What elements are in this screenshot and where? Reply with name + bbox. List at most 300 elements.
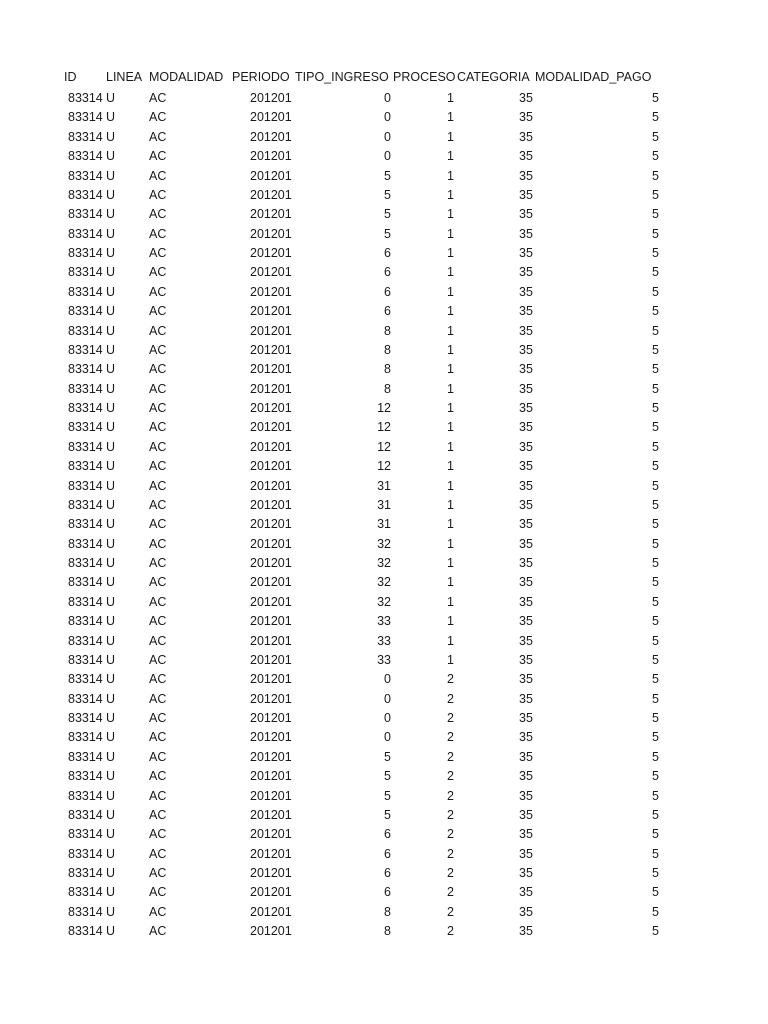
table-row <box>0 418 768 437</box>
cell-categoria: 35 <box>519 110 533 125</box>
header-proceso: PROCESO <box>393 70 456 84</box>
cell-modalidad: AC <box>149 556 167 570</box>
cell-categoria: 35 <box>519 788 533 803</box>
cell-periodo: 201201 <box>250 91 292 105</box>
cell-categoria: 35 <box>519 362 533 377</box>
header-periodo: PERIODO <box>232 70 290 84</box>
cell-proceso: 1 <box>447 497 454 512</box>
cell-periodo: 201201 <box>250 827 292 842</box>
cell-id: 83314 <box>68 323 103 338</box>
cell-tipo-ingreso: 6 <box>384 866 391 880</box>
cell-tipo-ingreso: 6 <box>384 827 391 842</box>
cell-id: 83314 <box>68 246 103 260</box>
cell-linea: U <box>106 323 116 338</box>
cell-modalidad: AC <box>149 342 167 357</box>
cell-tipo-ingreso: 0 <box>384 711 391 725</box>
cell-proceso: 1 <box>447 265 454 280</box>
cell-periodo: 201201 <box>250 284 292 299</box>
cell-categoria: 35 <box>519 556 533 570</box>
cell-tipo-ingreso: 5 <box>384 749 391 764</box>
cell-periodo: 201201 <box>250 633 292 648</box>
cell-id: 83314 <box>68 342 103 357</box>
cell-periodo: 201201 <box>250 207 292 222</box>
table-row <box>0 283 768 302</box>
cell-modalidad-pago: 5 <box>652 401 659 415</box>
cell-modalidad-pago: 5 <box>652 652 659 667</box>
cell-proceso: 1 <box>447 323 454 338</box>
cell-periodo: 201201 <box>250 866 292 880</box>
cell-modalidad-pago: 5 <box>652 459 659 474</box>
cell-modalidad: AC <box>149 149 167 164</box>
cell-linea: U <box>106 594 116 609</box>
table-body <box>0 89 768 942</box>
cell-proceso: 1 <box>447 207 454 222</box>
cell-linea: U <box>106 633 116 648</box>
cell-id: 83314 <box>68 730 103 745</box>
cell-linea: U <box>106 885 116 900</box>
cell-modalidad: AC <box>149 110 167 125</box>
table-row <box>0 457 768 476</box>
table-row <box>0 767 768 786</box>
cell-modalidad-pago: 5 <box>652 207 659 222</box>
cell-tipo-ingreso: 6 <box>384 246 391 260</box>
cell-proceso: 1 <box>447 129 454 144</box>
cell-periodo: 201201 <box>250 672 292 687</box>
cell-id: 83314 <box>68 885 103 900</box>
cell-categoria: 35 <box>519 691 533 706</box>
cell-modalidad-pago: 5 <box>652 323 659 338</box>
cell-modalidad: AC <box>149 575 167 590</box>
cell-modalidad-pago: 5 <box>652 769 659 784</box>
table-row <box>0 380 768 399</box>
cell-modalidad: AC <box>149 478 167 493</box>
cell-id: 83314 <box>68 91 103 105</box>
table-row <box>0 632 768 651</box>
cell-linea: U <box>106 246 116 260</box>
cell-modalidad-pago: 5 <box>652 342 659 357</box>
cell-tipo-ingreso: 33 <box>377 633 391 648</box>
cell-tipo-ingreso: 8 <box>384 323 391 338</box>
cell-periodo: 201201 <box>250 730 292 745</box>
cell-tipo-ingreso: 32 <box>377 575 391 590</box>
cell-id: 83314 <box>68 420 103 435</box>
cell-proceso: 2 <box>447 711 454 725</box>
cell-periodo: 201201 <box>250 304 292 319</box>
table-row <box>0 225 768 244</box>
table-row <box>0 399 768 418</box>
cell-proceso: 1 <box>447 459 454 474</box>
cell-modalidad-pago: 5 <box>652 304 659 319</box>
cell-linea: U <box>106 304 116 319</box>
cell-tipo-ingreso: 5 <box>384 187 391 202</box>
cell-periodo: 201201 <box>250 362 292 377</box>
cell-proceso: 1 <box>447 401 454 415</box>
cell-proceso: 1 <box>447 91 454 105</box>
table-row <box>0 108 768 127</box>
cell-modalidad: AC <box>149 187 167 202</box>
cell-proceso: 2 <box>447 866 454 880</box>
cell-tipo-ingreso: 0 <box>384 110 391 125</box>
cell-linea: U <box>106 478 116 493</box>
cell-modalidad-pago: 5 <box>652 381 659 396</box>
cell-periodo: 201201 <box>250 246 292 260</box>
cell-categoria: 35 <box>519 846 533 861</box>
cell-id: 83314 <box>68 207 103 222</box>
cell-modalidad: AC <box>149 439 167 454</box>
table-row <box>0 477 768 496</box>
cell-modalidad: AC <box>149 885 167 900</box>
cell-tipo-ingreso: 5 <box>384 807 391 822</box>
cell-modalidad-pago: 5 <box>652 168 659 183</box>
cell-linea: U <box>106 749 116 764</box>
cell-proceso: 2 <box>447 749 454 764</box>
cell-linea: U <box>106 614 116 629</box>
cell-modalidad: AC <box>149 246 167 260</box>
cell-linea: U <box>106 827 116 842</box>
cell-modalidad: AC <box>149 226 167 241</box>
cell-proceso: 1 <box>447 149 454 164</box>
cell-categoria: 35 <box>519 614 533 629</box>
cell-periodo: 201201 <box>250 420 292 435</box>
cell-periodo: 201201 <box>250 226 292 241</box>
cell-categoria: 35 <box>519 652 533 667</box>
cell-linea: U <box>106 420 116 435</box>
cell-tipo-ingreso: 8 <box>384 381 391 396</box>
cell-tipo-ingreso: 6 <box>384 284 391 299</box>
cell-tipo-ingreso: 8 <box>384 904 391 919</box>
cell-modalidad-pago: 5 <box>652 807 659 822</box>
cell-proceso: 1 <box>447 478 454 493</box>
cell-id: 83314 <box>68 497 103 512</box>
cell-categoria: 35 <box>519 284 533 299</box>
cell-periodo: 201201 <box>250 110 292 125</box>
cell-linea: U <box>106 401 116 415</box>
cell-modalidad: AC <box>149 614 167 629</box>
cell-modalidad-pago: 5 <box>652 711 659 725</box>
cell-categoria: 35 <box>519 536 533 551</box>
cell-periodo: 201201 <box>250 769 292 784</box>
cell-categoria: 35 <box>519 420 533 435</box>
cell-linea: U <box>106 652 116 667</box>
cell-linea: U <box>106 691 116 706</box>
table-row <box>0 787 768 806</box>
table-row <box>0 167 768 186</box>
cell-proceso: 2 <box>447 730 454 745</box>
cell-id: 83314 <box>68 362 103 377</box>
cell-proceso: 1 <box>447 304 454 319</box>
table-row <box>0 845 768 864</box>
cell-linea: U <box>106 129 116 144</box>
cell-linea: U <box>106 788 116 803</box>
table-row <box>0 360 768 379</box>
cell-id: 83314 <box>68 149 103 164</box>
cell-periodo: 201201 <box>250 265 292 280</box>
cell-id: 83314 <box>68 226 103 241</box>
cell-modalidad: AC <box>149 924 167 939</box>
table-row <box>0 341 768 360</box>
cell-modalidad: AC <box>149 846 167 861</box>
table-row <box>0 128 768 147</box>
cell-categoria: 35 <box>519 866 533 880</box>
cell-tipo-ingreso: 5 <box>384 168 391 183</box>
cell-id: 83314 <box>68 769 103 784</box>
cell-categoria: 35 <box>519 226 533 241</box>
cell-periodo: 201201 <box>250 497 292 512</box>
cell-modalidad-pago: 5 <box>652 866 659 880</box>
cell-periodo: 201201 <box>250 594 292 609</box>
cell-id: 83314 <box>68 866 103 880</box>
cell-proceso: 1 <box>447 168 454 183</box>
cell-id: 83314 <box>68 652 103 667</box>
cell-categoria: 35 <box>519 459 533 474</box>
cell-categoria: 35 <box>519 323 533 338</box>
cell-id: 83314 <box>68 691 103 706</box>
cell-modalidad-pago: 5 <box>652 556 659 570</box>
table-row <box>0 302 768 321</box>
table-row <box>0 806 768 825</box>
cell-proceso: 1 <box>447 284 454 299</box>
cell-modalidad: AC <box>149 866 167 880</box>
cell-proceso: 1 <box>447 614 454 629</box>
cell-linea: U <box>106 439 116 454</box>
cell-proceso: 2 <box>447 846 454 861</box>
cell-categoria: 35 <box>519 633 533 648</box>
table-row <box>0 593 768 612</box>
cell-categoria: 35 <box>519 439 533 454</box>
cell-linea: U <box>106 110 116 125</box>
cell-id: 83314 <box>68 807 103 822</box>
cell-tipo-ingreso: 12 <box>377 401 391 415</box>
table-row <box>0 515 768 534</box>
cell-proceso: 1 <box>447 594 454 609</box>
cell-periodo: 201201 <box>250 517 292 532</box>
cell-modalidad-pago: 5 <box>652 439 659 454</box>
cell-categoria: 35 <box>519 711 533 725</box>
cell-modalidad-pago: 5 <box>652 420 659 435</box>
cell-id: 83314 <box>68 556 103 570</box>
cell-proceso: 1 <box>447 226 454 241</box>
cell-modalidad-pago: 5 <box>652 246 659 260</box>
cell-modalidad-pago: 5 <box>652 924 659 939</box>
cell-proceso: 2 <box>447 691 454 706</box>
cell-categoria: 35 <box>519 497 533 512</box>
table-row <box>0 670 768 689</box>
cell-proceso: 1 <box>447 575 454 590</box>
cell-periodo: 201201 <box>250 924 292 939</box>
cell-periodo: 201201 <box>250 401 292 415</box>
cell-modalidad-pago: 5 <box>652 614 659 629</box>
cell-categoria: 35 <box>519 672 533 687</box>
cell-categoria: 35 <box>519 517 533 532</box>
cell-modalidad: AC <box>149 401 167 415</box>
cell-modalidad: AC <box>149 207 167 222</box>
cell-proceso: 2 <box>447 885 454 900</box>
cell-modalidad: AC <box>149 769 167 784</box>
cell-linea: U <box>106 924 116 939</box>
cell-id: 83314 <box>68 846 103 861</box>
header-modalidad: MODALIDAD <box>149 70 224 84</box>
cell-categoria: 35 <box>519 575 533 590</box>
cell-periodo: 201201 <box>250 807 292 822</box>
cell-modalidad-pago: 5 <box>652 633 659 648</box>
cell-modalidad-pago: 5 <box>652 478 659 493</box>
cell-periodo: 201201 <box>250 575 292 590</box>
cell-periodo: 201201 <box>250 439 292 454</box>
cell-tipo-ingreso: 32 <box>377 536 391 551</box>
cell-id: 83314 <box>68 168 103 183</box>
cell-periodo: 201201 <box>250 129 292 144</box>
cell-linea: U <box>106 711 116 725</box>
cell-modalidad-pago: 5 <box>652 110 659 125</box>
cell-tipo-ingreso: 31 <box>377 497 391 512</box>
cell-modalidad: AC <box>149 730 167 745</box>
cell-id: 83314 <box>68 517 103 532</box>
cell-linea: U <box>106 91 116 105</box>
cell-modalidad-pago: 5 <box>652 497 659 512</box>
header-id: ID <box>64 70 77 84</box>
cell-linea: U <box>106 187 116 202</box>
cell-periodo: 201201 <box>250 478 292 493</box>
cell-linea: U <box>106 207 116 222</box>
cell-periodo: 201201 <box>250 885 292 900</box>
table-row <box>0 147 768 166</box>
cell-tipo-ingreso: 5 <box>384 226 391 241</box>
cell-modalidad: AC <box>149 517 167 532</box>
table-row <box>0 903 768 922</box>
cell-tipo-ingreso: 0 <box>384 91 391 105</box>
table-row <box>0 554 768 573</box>
cell-tipo-ingreso: 32 <box>377 556 391 570</box>
cell-modalidad: AC <box>149 459 167 474</box>
cell-periodo: 201201 <box>250 691 292 706</box>
cell-periodo: 201201 <box>250 323 292 338</box>
cell-modalidad: AC <box>149 536 167 551</box>
cell-proceso: 1 <box>447 362 454 377</box>
cell-periodo: 201201 <box>250 749 292 764</box>
cell-modalidad: AC <box>149 304 167 319</box>
cell-categoria: 35 <box>519 769 533 784</box>
table-row <box>0 438 768 457</box>
cell-periodo: 201201 <box>250 711 292 725</box>
cell-periodo: 201201 <box>250 846 292 861</box>
table-row <box>0 922 768 941</box>
cell-tipo-ingreso: 8 <box>384 924 391 939</box>
cell-modalidad: AC <box>149 362 167 377</box>
cell-proceso: 2 <box>447 827 454 842</box>
cell-modalidad: AC <box>149 168 167 183</box>
cell-categoria: 35 <box>519 91 533 105</box>
cell-id: 83314 <box>68 110 103 125</box>
cell-tipo-ingreso: 8 <box>384 342 391 357</box>
cell-proceso: 1 <box>447 187 454 202</box>
cell-modalidad: AC <box>149 633 167 648</box>
cell-proceso: 2 <box>447 924 454 939</box>
cell-periodo: 201201 <box>250 536 292 551</box>
cell-tipo-ingreso: 8 <box>384 362 391 377</box>
cell-proceso: 1 <box>447 439 454 454</box>
table-row <box>0 535 768 554</box>
cell-linea: U <box>106 226 116 241</box>
table-row <box>0 89 768 108</box>
cell-modalidad: AC <box>149 381 167 396</box>
cell-tipo-ingreso: 6 <box>384 304 391 319</box>
cell-modalidad-pago: 5 <box>652 594 659 609</box>
cell-modalidad: AC <box>149 323 167 338</box>
cell-proceso: 1 <box>447 110 454 125</box>
cell-id: 83314 <box>68 575 103 590</box>
cell-categoria: 35 <box>519 342 533 357</box>
cell-linea: U <box>106 284 116 299</box>
cell-modalidad-pago: 5 <box>652 129 659 144</box>
cell-modalidad-pago: 5 <box>652 904 659 919</box>
table-row <box>0 690 768 709</box>
cell-id: 83314 <box>68 633 103 648</box>
cell-tipo-ingreso: 5 <box>384 769 391 784</box>
cell-modalidad-pago: 5 <box>652 187 659 202</box>
cell-modalidad-pago: 5 <box>652 672 659 687</box>
cell-linea: U <box>106 807 116 822</box>
cell-modalidad-pago: 5 <box>652 149 659 164</box>
cell-modalidad: AC <box>149 284 167 299</box>
cell-id: 83314 <box>68 187 103 202</box>
cell-periodo: 201201 <box>250 149 292 164</box>
cell-modalidad: AC <box>149 497 167 512</box>
cell-categoria: 35 <box>519 149 533 164</box>
cell-id: 83314 <box>68 401 103 415</box>
table-row <box>0 709 768 728</box>
cell-tipo-ingreso: 0 <box>384 129 391 144</box>
cell-categoria: 35 <box>519 594 533 609</box>
cell-categoria: 35 <box>519 924 533 939</box>
cell-categoria: 35 <box>519 401 533 415</box>
cell-categoria: 35 <box>519 827 533 842</box>
cell-tipo-ingreso: 6 <box>384 846 391 861</box>
cell-modalidad: AC <box>149 827 167 842</box>
cell-id: 83314 <box>68 304 103 319</box>
cell-id: 83314 <box>68 439 103 454</box>
table-row <box>0 612 768 631</box>
cell-categoria: 35 <box>519 207 533 222</box>
cell-categoria: 35 <box>519 168 533 183</box>
cell-id: 83314 <box>68 536 103 551</box>
cell-modalidad-pago: 5 <box>652 226 659 241</box>
table-row <box>0 263 768 282</box>
cell-periodo: 201201 <box>250 652 292 667</box>
cell-categoria: 35 <box>519 885 533 900</box>
cell-proceso: 2 <box>447 769 454 784</box>
cell-proceso: 1 <box>447 633 454 648</box>
cell-modalidad-pago: 5 <box>652 885 659 900</box>
cell-periodo: 201201 <box>250 381 292 396</box>
cell-tipo-ingreso: 6 <box>384 885 391 900</box>
cell-linea: U <box>106 149 116 164</box>
cell-modalidad: AC <box>149 91 167 105</box>
cell-categoria: 35 <box>519 265 533 280</box>
cell-tipo-ingreso: 31 <box>377 478 391 493</box>
cell-modalidad: AC <box>149 691 167 706</box>
cell-periodo: 201201 <box>250 788 292 803</box>
table-row <box>0 205 768 224</box>
cell-modalidad: AC <box>149 749 167 764</box>
cell-linea: U <box>106 556 116 570</box>
cell-modalidad-pago: 5 <box>652 846 659 861</box>
cell-modalidad: AC <box>149 420 167 435</box>
cell-modalidad-pago: 5 <box>652 575 659 590</box>
cell-proceso: 1 <box>447 652 454 667</box>
cell-periodo: 201201 <box>250 459 292 474</box>
table-row <box>0 651 768 670</box>
cell-linea: U <box>106 381 116 396</box>
